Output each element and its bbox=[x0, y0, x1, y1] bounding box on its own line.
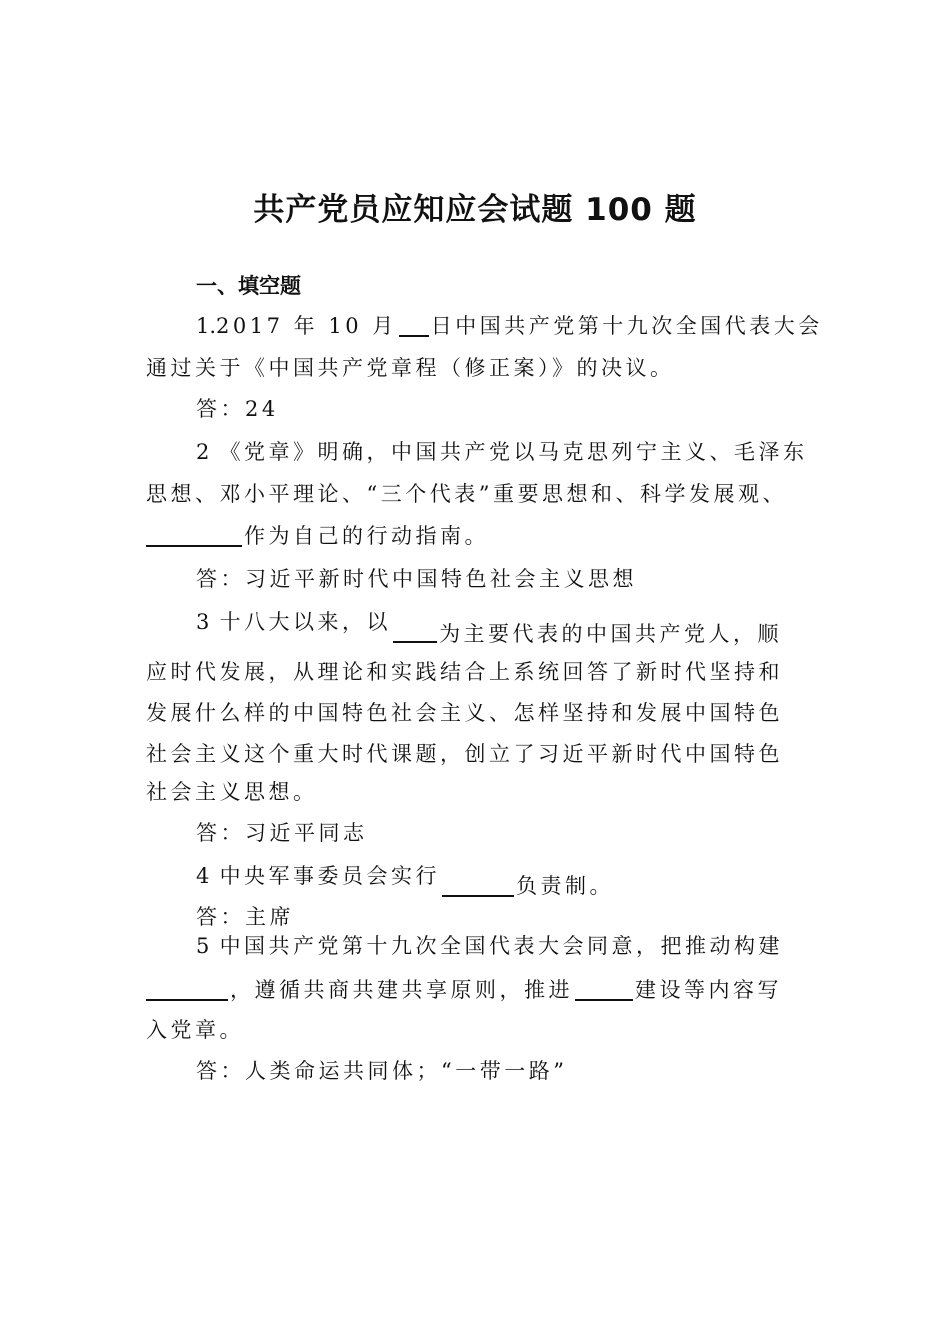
question-2-line-1 bbox=[196, 434, 806, 470]
question-2-number: 2 bbox=[196, 440, 210, 464]
question-3-blank bbox=[393, 615, 437, 643]
question-5-text-b: ，遵循共商共建共享原则，推进 bbox=[230, 978, 573, 1002]
question-3-line-3: 发展什么样的中国特色社会主义、怎样坚持和发展中国特色 bbox=[146, 701, 783, 725]
question-5-number: 5 bbox=[196, 934, 210, 958]
question-4-text-b: 负责制。 bbox=[516, 874, 615, 898]
question-1-number: 1. bbox=[196, 314, 217, 338]
question-1-answer: 答：24 bbox=[196, 397, 279, 421]
question-5-text-c: 建设等内容写 bbox=[635, 978, 782, 1002]
question-5-line-3: 入党章。 bbox=[146, 1018, 244, 1042]
question-2-blank bbox=[146, 519, 242, 547]
question-1-line-1 bbox=[196, 308, 823, 344]
question-4-number: 4 bbox=[196, 864, 210, 888]
question-2-line-3 bbox=[146, 518, 806, 554]
question-3-line-2: 应时代发展，从理论和实践结合上系统回答了新时代坚持和 bbox=[146, 660, 783, 684]
page-title: 共产党员应知应会试题 100 题 bbox=[253, 192, 697, 228]
question-5-blank-2 bbox=[575, 973, 633, 1001]
question-1-blank bbox=[399, 309, 429, 337]
question-2-line-2: 思想、邓小平理论、“三个代表”重要思想和、科学发展观、 bbox=[146, 482, 787, 506]
question-2-answer: 答：习近平新时代中国特色社会主义思想 bbox=[196, 567, 637, 591]
question-3-line-5: 社会主义思想。 bbox=[146, 780, 318, 804]
question-3-line-4: 社会主义这个重大时代课题，创立了习近平新时代中国特色 bbox=[146, 742, 783, 766]
question-2-text-b: 作为自己的行动指南。 bbox=[244, 524, 489, 548]
question-3-line-1 bbox=[196, 604, 806, 646]
question-2-text-a: 《党章》明确，中国共产党以马克思列宁主义、毛泽东 bbox=[219, 440, 808, 464]
question-5-answer: 答：人类命运共同体；“一带一路” bbox=[196, 1059, 568, 1083]
question-5-blank-1 bbox=[146, 973, 228, 1001]
question-4-text-a: 中央军事委员会实行 bbox=[219, 864, 441, 888]
question-4-answer: 答：主席 bbox=[196, 905, 294, 929]
question-1-text-a: 2017 年 10 月 bbox=[216, 314, 397, 338]
question-1-line-2: 通过关于《中国共产党章程（修正案）》的决议。 bbox=[146, 356, 675, 380]
question-5-line-2 bbox=[146, 972, 806, 1008]
question-4-blank bbox=[442, 869, 514, 897]
question-3-text-b: 为主要代表的中国共产党人，顺 bbox=[439, 622, 783, 646]
question-5-line-1 bbox=[196, 928, 806, 964]
question-3-text-a: 十八大以来，以 bbox=[219, 610, 392, 634]
question-3-answer: 答：习近平同志 bbox=[196, 821, 368, 845]
question-3-number: 3 bbox=[196, 610, 210, 634]
question-5-text-a: 中国共产党第十九次全国代表大会同意，把推动构建 bbox=[219, 934, 784, 958]
question-4-line-1 bbox=[196, 858, 806, 897]
question-1-text-b: 日中国共产党第十九次全国代表大会 bbox=[430, 314, 823, 338]
section-heading: 一、填空题 bbox=[196, 274, 301, 298]
